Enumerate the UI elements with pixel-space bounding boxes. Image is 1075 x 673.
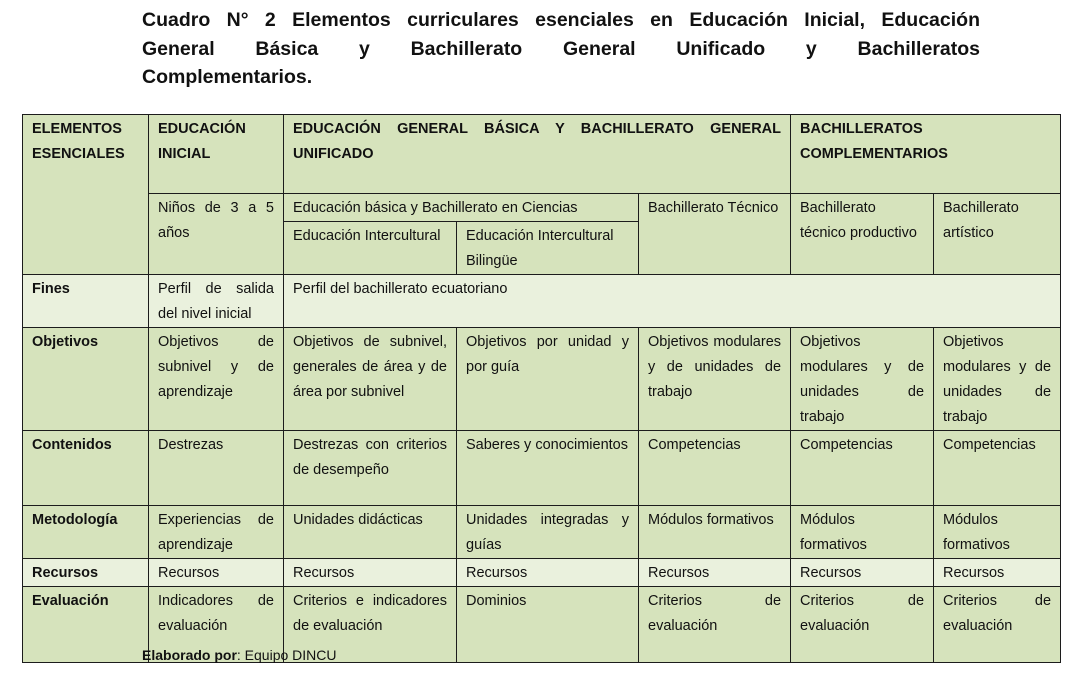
curricular-elements-table [22, 114, 1061, 663]
cell-inicial: Objetivos de subnivel y de aprendizaje [149, 328, 284, 431]
cell-tecnico: Módulos formativos [639, 506, 791, 559]
cell-intercultural: Unidades didácticas [284, 506, 457, 559]
cell-tecnico-productivo: Módulos formativos [791, 506, 934, 559]
header-egb: EDUCACIÓN GENERAL BÁSICA Y BACHILLERATO GENERAL UNIFICADO [284, 115, 791, 194]
sub-intercultural: Educación Intercultural [284, 222, 457, 275]
row-objetivos [23, 328, 1061, 431]
cell-bilingue: Saberes y conocimientos [457, 431, 639, 506]
cell-tecnico: Criterios de evaluación [639, 587, 791, 663]
row-recursos [23, 559, 1061, 587]
source-label: Elaborado por [142, 647, 237, 663]
cell-bilingue: Objetivos por unidad y por guía [457, 328, 639, 431]
subheader-row [23, 194, 1061, 222]
cell-intercultural: Recursos [284, 559, 457, 587]
caption-line-2: General Básica y Bachillerato General Unificado y Bachilleratos [142, 37, 980, 60]
row-label: Contenidos [23, 431, 149, 506]
table-caption [142, 6, 980, 92]
cell-tecnico: Objetivos modulares y de unidades de trabajo [639, 328, 791, 431]
cell-tecnico-productivo: Recursos [791, 559, 934, 587]
cell-bilingue: Recursos [457, 559, 639, 587]
row-label: Recursos [23, 559, 149, 587]
cell-tecnico-productivo: Criterios de evaluación [791, 587, 934, 663]
row-metodologia [23, 506, 1061, 559]
source-note [142, 647, 337, 663]
sub-ciencias: Educación básica y Bachillerato en Ciencias [284, 194, 639, 222]
cell-tecnico-productivo: Objetivos modulares y de unidades de trabajo [791, 328, 934, 431]
cell-bilingue: Unidades integradas y guías [457, 506, 639, 559]
cell-tecnico-productivo: Competencias [791, 431, 934, 506]
cell-perfil-bachillerato: Perfil del bachillerato ecuatoriano [284, 275, 1061, 328]
cell-inicial: Perfil de salida del nivel inicial [149, 275, 284, 328]
sub-bilingue: Educación Intercultural Bilingüe [457, 222, 639, 275]
header-row [23, 115, 1061, 194]
cell-artistico: Módulos formativos [934, 506, 1061, 559]
header-complementarios: BACHILLERATOS COMPLEMENTARIOS [791, 115, 1061, 194]
row-fines [23, 275, 1061, 328]
cell-artistico: Criterios de evaluación [934, 587, 1061, 663]
caption-line-1: Cuadro N° 2 Elementos curriculares esenciales en Educación Inicial, Educación [142, 9, 980, 31]
sub-inicial-edad: Niños de 3 a 5 años [149, 194, 284, 275]
cell-inicial: Destrezas [149, 431, 284, 506]
sub-artistico: Bachillerato artístico [934, 194, 1061, 275]
cell-artistico: Objetivos modulares y de unidades de trabajo [934, 328, 1061, 431]
header-elementos: ELEMENTOS ESENCIALES [23, 115, 149, 275]
caption-line-3: Complementarios. [142, 66, 313, 88]
row-label: Metodología [23, 506, 149, 559]
cell-artistico: Recursos [934, 559, 1061, 587]
cell-tecnico: Recursos [639, 559, 791, 587]
cell-inicial: Indicadores de evaluación [149, 587, 284, 663]
cell-inicial: Experiencias de aprendizaje [149, 506, 284, 559]
row-label: Fines [23, 275, 149, 328]
sub-tecnico: Bachillerato Técnico [639, 194, 791, 275]
cell-intercultural: Objetivos de subnivel, generales de área y de área por subnivel [284, 328, 457, 431]
cell-tecnico: Competencias [639, 431, 791, 506]
cell-artistico: Competencias [934, 431, 1061, 506]
cell-intercultural: Destrezas con criterios de desempeño [284, 431, 457, 506]
source-text: : Equipo DINCU [236, 647, 337, 663]
header-inicial: EDUCACIÓN INICIAL [149, 115, 284, 194]
cell-intercultural: Criterios e indicadores de evaluación [284, 587, 457, 663]
cell-inicial: Recursos [149, 559, 284, 587]
row-label: Objetivos [23, 328, 149, 431]
cell-bilingue: Dominios [457, 587, 639, 663]
sub-tecnico-productivo: Bachillerato técnico productivo [791, 194, 934, 275]
row-contenidos [23, 431, 1061, 506]
row-label: Evaluación [23, 587, 149, 663]
